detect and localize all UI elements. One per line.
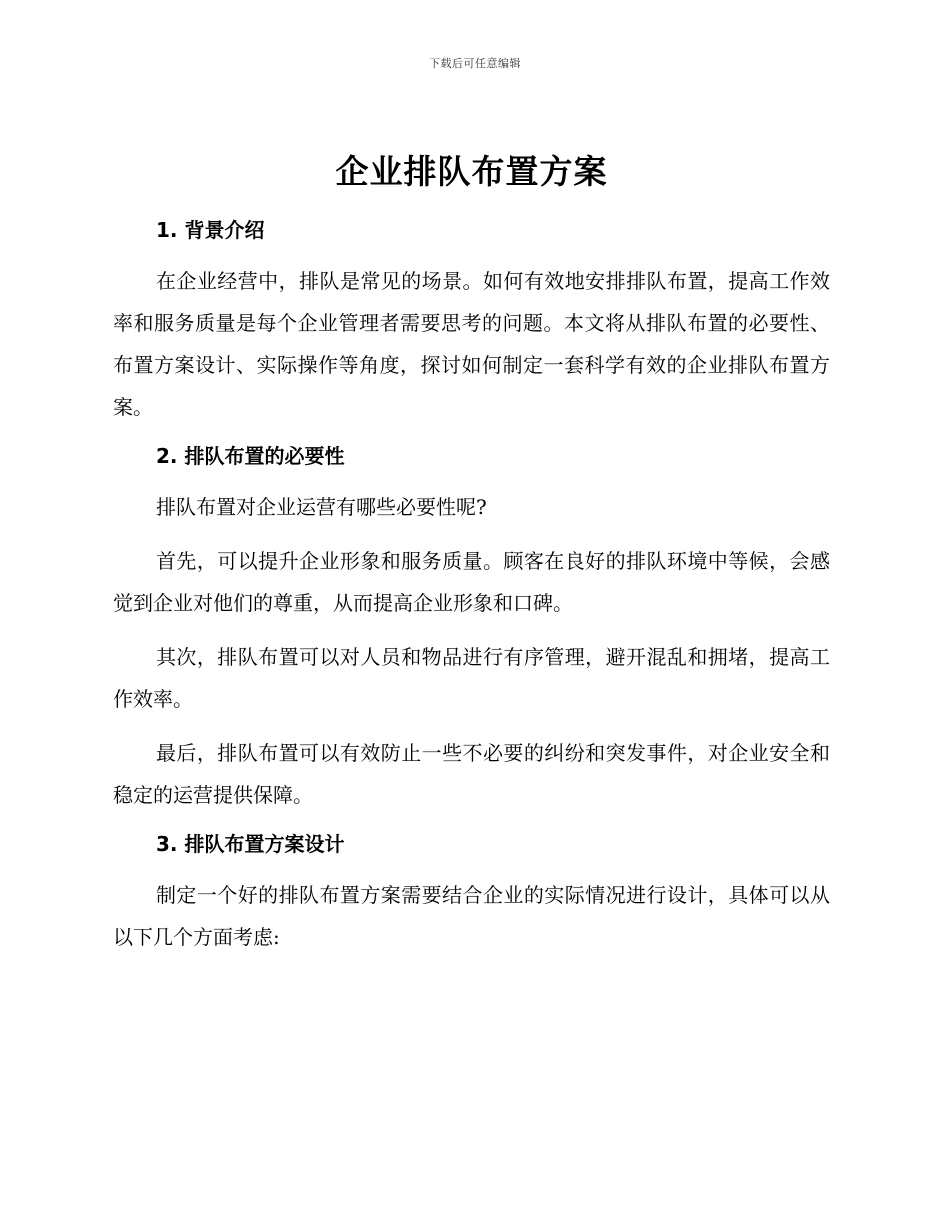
paragraph: 最后，排队布置可以有效防止一些不必要的纠纷和突发事件，对企业安全和稳定的运营提供保障。 [113, 741, 830, 807]
section-heading: 1. 背景介绍 [156, 218, 265, 242]
paragraph: 其次，排队布置可以对人员和物品进行有序管理，避开混乱和拥堵，提高工作效率。 [113, 645, 830, 711]
document-body [113, 148, 830, 970]
paragraph: 首先，可以提升企业形象和服务质量。顾客在良好的排队环境中等候，会感觉到企业对他们的尊重，从而提高企业形象和口碑。 [113, 549, 830, 615]
paragraph: 排队布置对企业运营有哪些必要性呢? [156, 495, 487, 519]
paragraph: 在企业经营中，排队是常见的场景。如何有效地安排排队布置，提高工作效率和服务质量是每个企业管理者需要思考的问题。本文将从排队布置的必要性、布置方案设计、实际操作等角度，探讨如何制定一套科学有效的企业排队布置方案。 [113, 269, 830, 419]
document-title: 企业排队布置方案 [335, 152, 608, 191]
section-necessity [113, 440, 830, 816]
section-design [113, 828, 830, 958]
section-heading: 3. 排队布置方案设计 [156, 832, 345, 856]
paragraph: 制定一个好的排队布置方案需要结合企业的实际情况进行设计，具体可以从以下几个方面考虑: [113, 883, 830, 949]
section-background [113, 214, 830, 428]
header-note: 下载后可任意编辑 [429, 57, 521, 70]
section-heading: 2. 排队布置的必要性 [156, 444, 345, 468]
